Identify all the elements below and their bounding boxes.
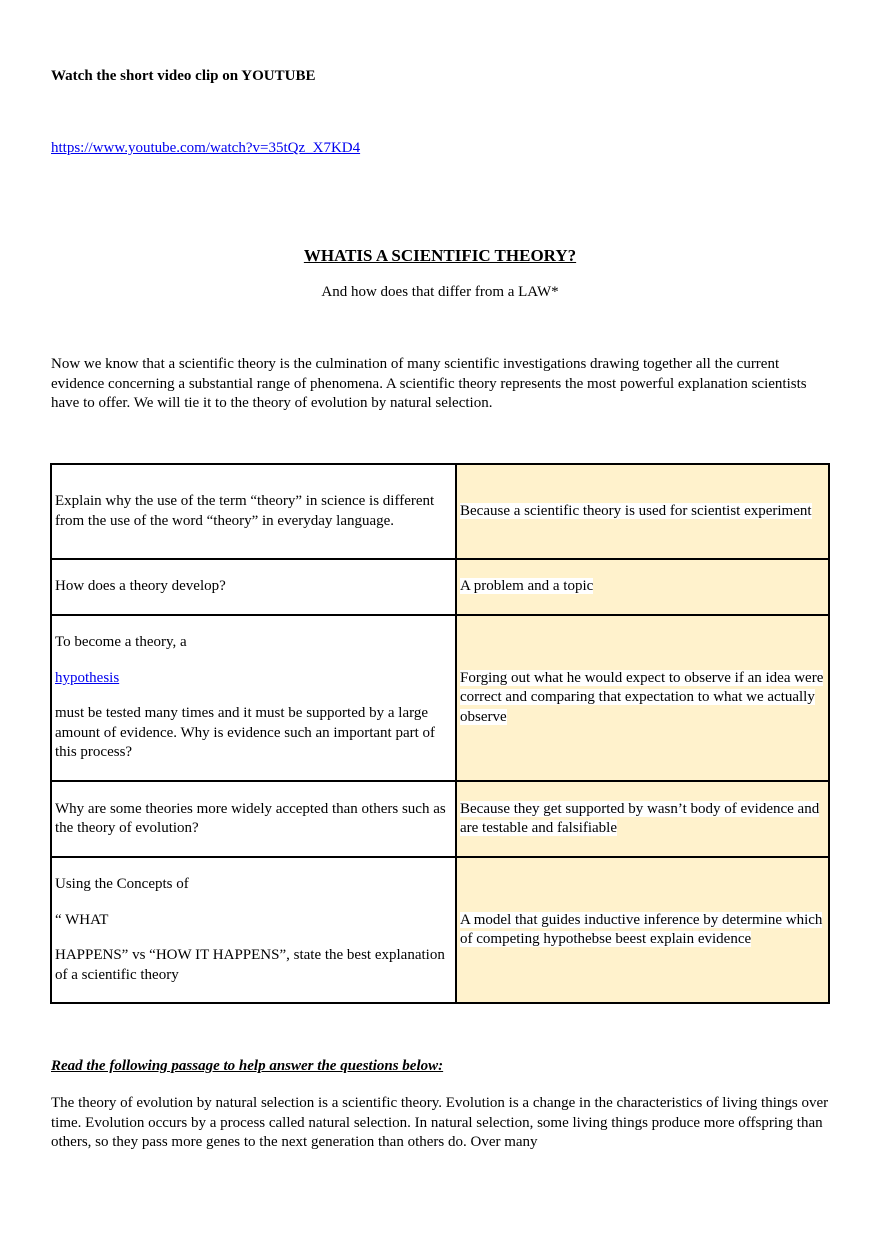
question-cell: Explain why the use of the term “theory” in science is different from the use of the word “theory” in everyday language. [51,464,456,559]
answer-text: Forging out what he would expect to observe if an idea were correct and comparing that expectation to what we actually observe [460,669,824,725]
intro-paragraph: Now we know that a scientific theory is the culmination of many scientific investigations drawing together all the current evidence concerning a substantial range of phenomena. A scientific theory represents the most powerful explanation scientists have to offer. We will tie it to the theory of evolution by natural selection. [51,356,807,411]
answer-text: A model that guides inductive inference by determine which of competing hypothebse beest explain evidence [460,911,823,947]
question-text: HAPPENS” vs “HOW IT HAPPENS”, state the best explanation of a scientific theory [55,947,445,983]
question-cell [51,615,456,781]
passage-heading: Read the following passage to help answer the questions below: [51,1058,444,1074]
table-row [51,781,829,857]
answer-text: A problem and a topic [460,578,594,595]
question-cell: Why are some theories more widely accepted than others such as the theory of evolution? [51,781,456,857]
table-row [51,857,829,1003]
table-row [51,559,829,615]
question-text: must be tested many times and it must be supported by a large amount of evidence. Why is evidence such an important part of this process? [55,705,436,761]
table-row [51,464,829,559]
page-title: WHATIS A SCIENTIFIC THEORY? [303,246,577,265]
answer-cell[interactable] [456,781,829,857]
page-subtitle: And how does that differ from a LAW* [321,284,559,300]
watch-instruction: Watch the short video clip on YOUTUBE [51,68,316,84]
question-text: To become a theory, a [55,634,187,651]
question-table [50,463,830,1004]
question-text: Using the Concepts of [55,876,189,892]
question-text: “ WHAT [55,911,109,928]
question-cell [51,857,456,1003]
answer-cell[interactable] [456,857,829,1003]
question-cell: How does a theory develop? [51,559,456,615]
passage-text: The theory of evolution by natural selection is a scientific theory. Evolution is a change in the characteristics of living things over time. Evolution occurs by a process called natural selection. In natural selection, some living things produce more offspring than others, so they pass more genes to the next generation than others do. Over many [51,1095,829,1150]
answer-text: Because they get supported by wasn’t body of evidence and are testable and falsifiable [460,800,820,836]
table-row [51,615,829,781]
answer-cell[interactable] [456,559,829,615]
youtube-link[interactable]: https://www.youtube.com/watch?v=35tQz_X7KD4 [51,140,361,156]
answer-text: Because a scientific theory is used for scientist experiment [460,502,812,519]
answer-cell[interactable] [456,615,829,781]
answer-cell[interactable] [456,464,829,559]
hypothesis-link[interactable]: hypothesis [55,669,120,686]
